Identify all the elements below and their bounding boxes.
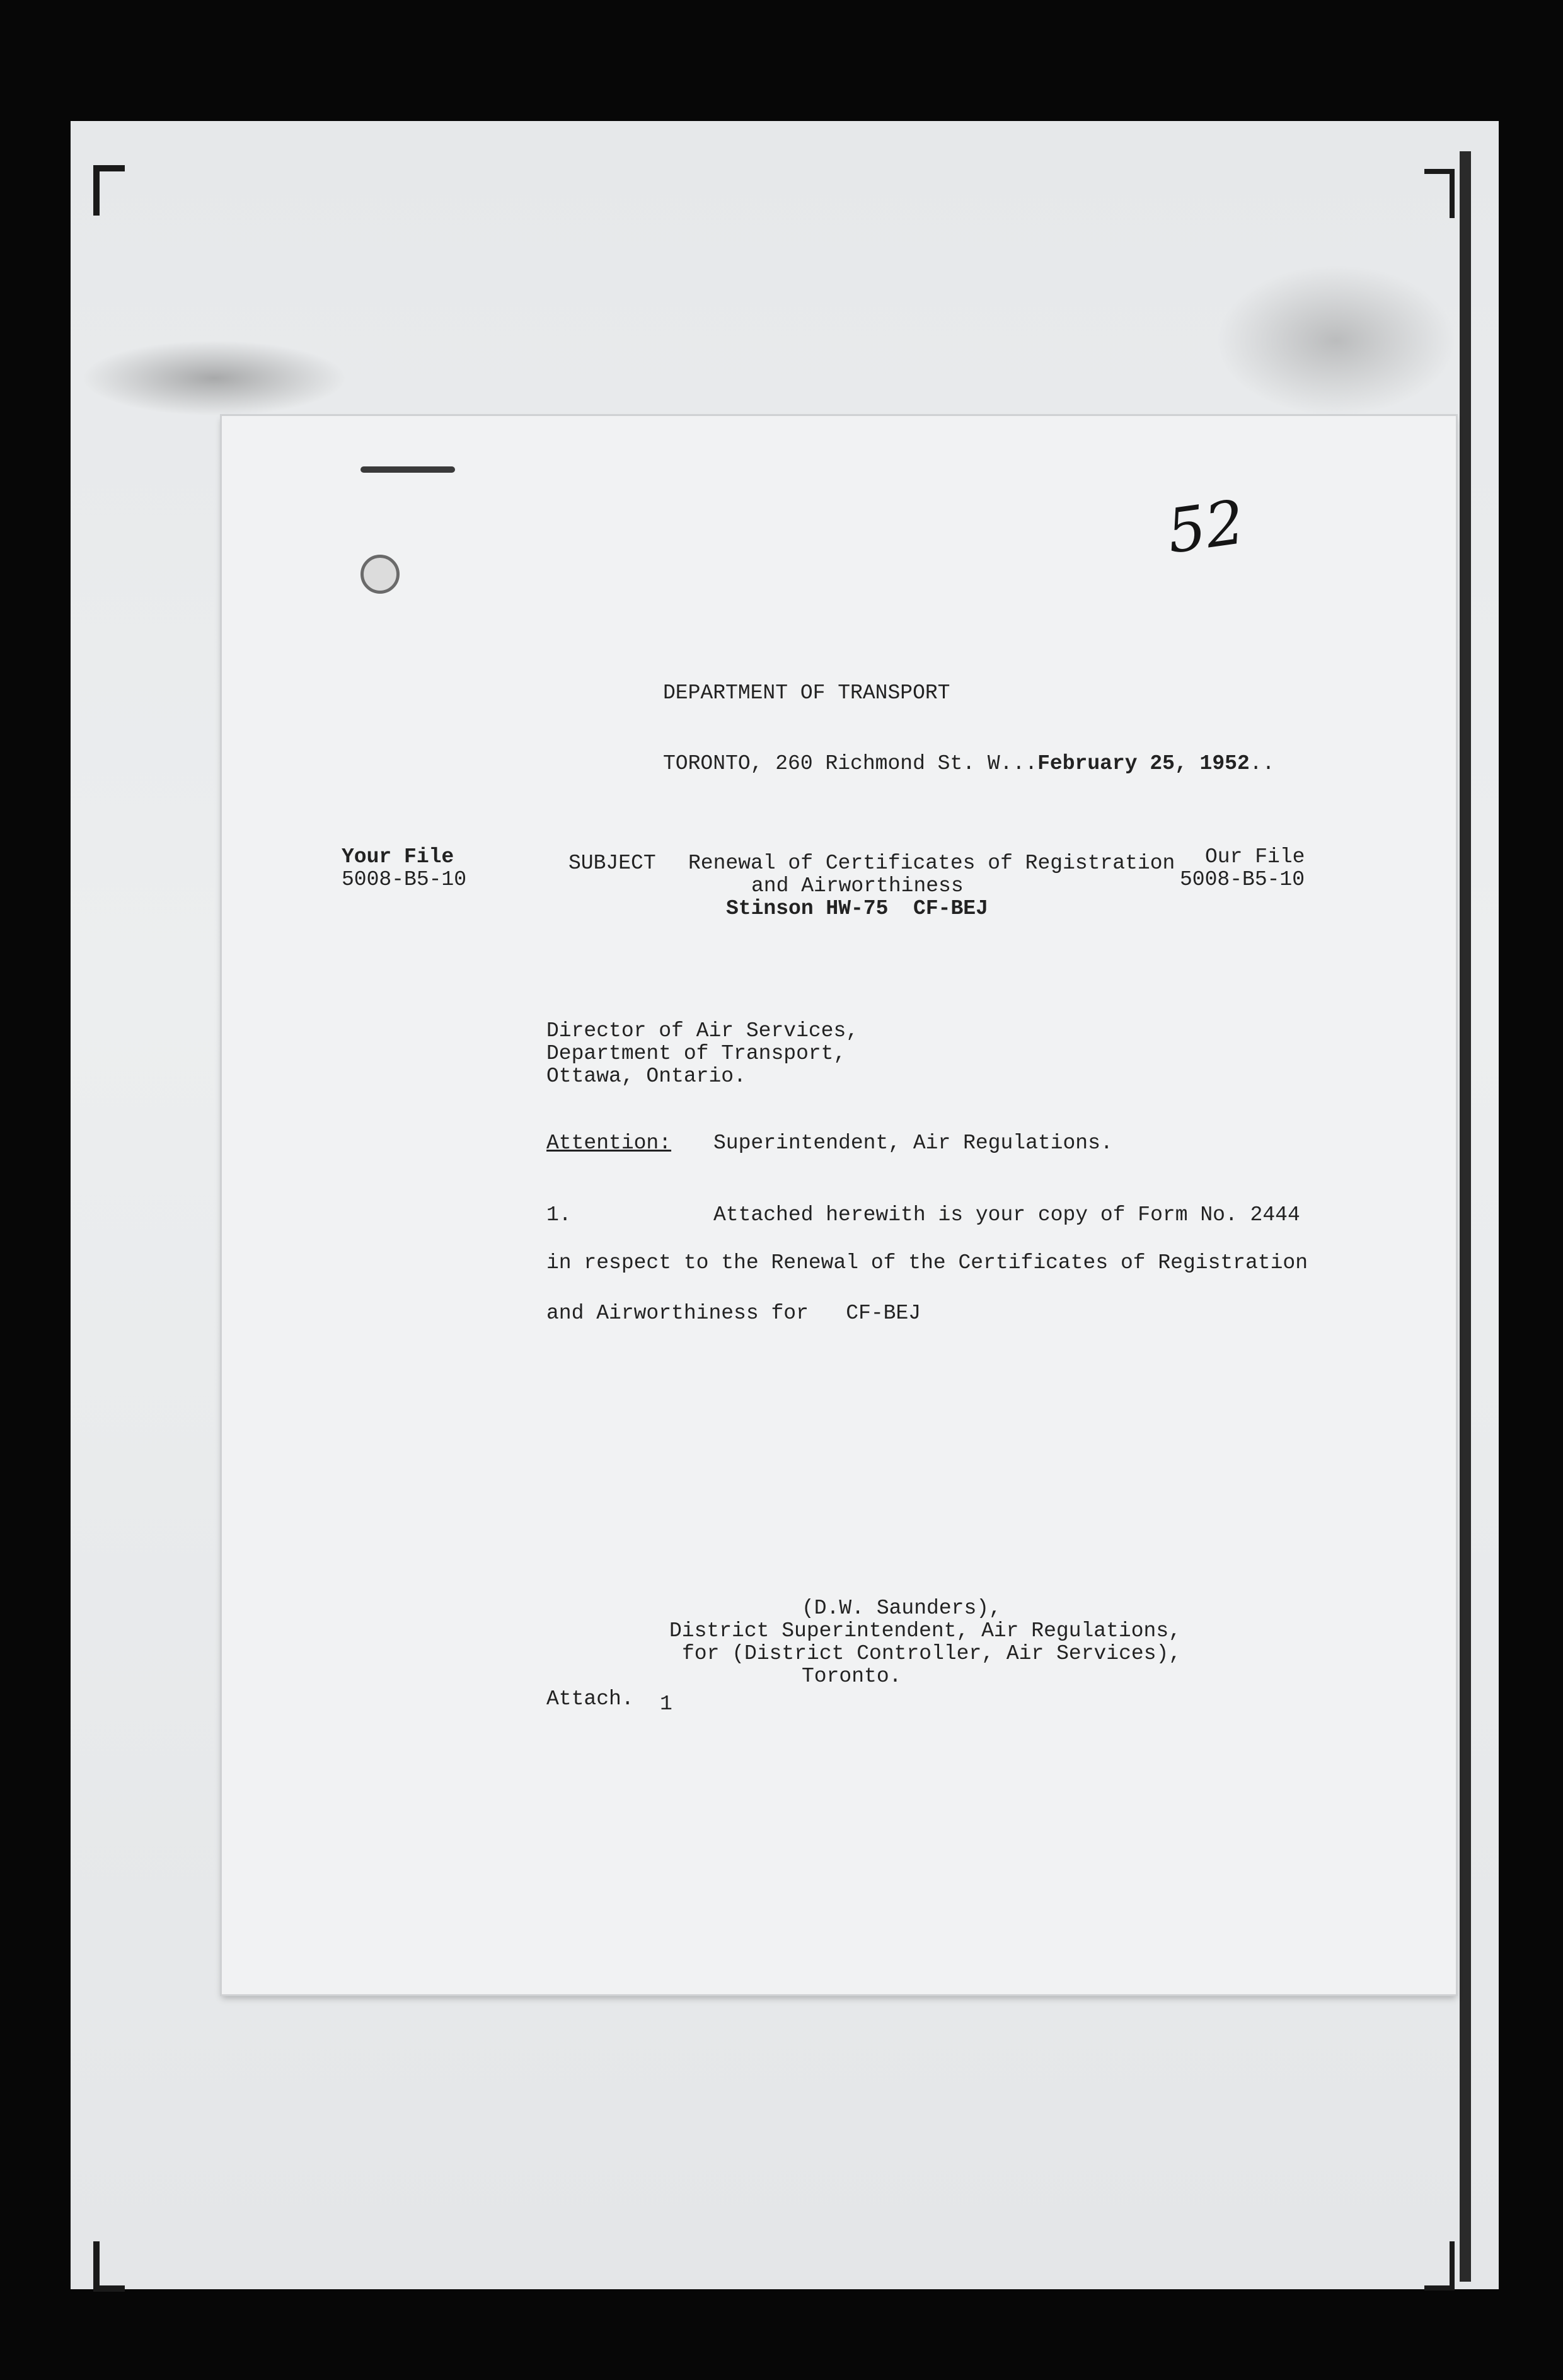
attach-label: Attach.	[546, 1687, 634, 1711]
subject-line-1: Renewal of Certificates of Registration	[688, 852, 1175, 875]
page-number: 52	[1162, 487, 1249, 567]
our-file-number: 5008-B5-10	[1180, 868, 1305, 891]
attach-count: 1	[660, 1692, 672, 1716]
attention-label: Attention:	[546, 1131, 672, 1155]
letter-date: February 25, 1952	[1037, 752, 1250, 775]
signature-city: Toronto.	[802, 1665, 902, 1688]
subject-line-3: Stinson HW-75 CF-BEJ	[726, 897, 988, 920]
crop-mark-top-right	[1424, 169, 1455, 218]
recipient-line-2: Department of Transport,	[546, 1042, 846, 1065]
subject-label: SUBJECT	[568, 852, 656, 875]
punch-hole	[360, 555, 400, 594]
our-file-label: Our File	[1205, 845, 1305, 869]
smudge	[82, 340, 347, 416]
crop-mark-bottom-right	[1424, 2241, 1455, 2290]
body-line-3: and Airworthiness for CF-BEJ	[546, 1302, 921, 1325]
letter-sheet	[222, 416, 1456, 1994]
sheet-edge	[1460, 151, 1471, 2282]
body-line-1: Attached herewith is your copy of Form No. 2444	[713, 1203, 1300, 1227]
smudge	[1216, 265, 1456, 416]
body-line-2: in respect to the Renewal of the Certificates of Registration	[546, 1251, 1308, 1274]
your-file-number: 5008-B5-10	[342, 868, 467, 891]
department-heading: DEPARTMENT OF TRANSPORT	[663, 681, 950, 705]
signature-title-2: for (District Controller, Air Services),	[682, 1642, 1182, 1665]
address-line: TORONTO, 260 Richmond St. W...February 25, 1952..	[663, 752, 1275, 775]
signature-title-1: District Superintendent, Air Regulations,	[669, 1619, 1181, 1643]
recipient-line-1: Director of Air Services,	[546, 1019, 859, 1043]
crop-mark-bottom-left	[93, 2241, 125, 2292]
your-file-label: Your File	[342, 845, 454, 869]
subject-line-2: and Airworthiness	[751, 874, 964, 898]
crop-mark-top-left	[93, 165, 125, 216]
clip-mark	[360, 466, 455, 473]
signature-name: (D.W. Saunders),	[802, 1597, 1001, 1620]
paragraph-number: 1.	[546, 1203, 572, 1227]
attention-text: Superintendent, Air Regulations.	[713, 1131, 1113, 1155]
recipient-line-3: Ottawa, Ontario.	[546, 1065, 746, 1088]
